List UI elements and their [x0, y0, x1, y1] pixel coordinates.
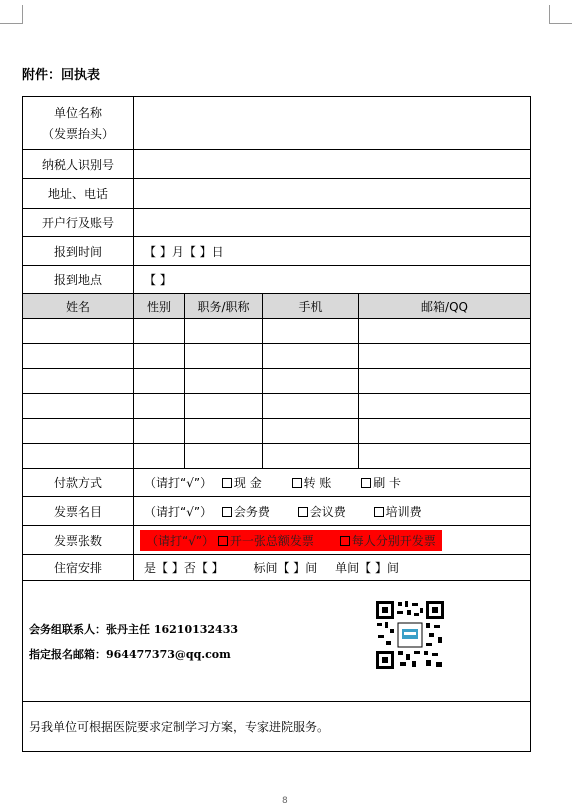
- invoice-count-highlight: （请打“√”） 开一张总额发票 每人分别开发票: [140, 530, 442, 551]
- invoice-count-label: 发票张数: [23, 526, 134, 555]
- cell[interactable]: [359, 344, 531, 369]
- payment-label: 付款方式: [23, 469, 134, 497]
- row-payment: [23, 469, 531, 497]
- cell[interactable]: [185, 444, 263, 469]
- row-bank: [23, 209, 531, 237]
- invoice-count-single[interactable]: 开一张总额发票: [218, 534, 314, 548]
- cell[interactable]: [23, 344, 134, 369]
- checkbox-icon: [374, 507, 384, 517]
- contact-cell: [23, 581, 531, 702]
- row-unit-name: [23, 97, 531, 150]
- page-corner-mark-right: [549, 5, 572, 24]
- payment-card-option[interactable]: 刷 卡: [361, 476, 401, 490]
- invoice-item-meeting-fee[interactable]: 会议费: [298, 505, 346, 519]
- receipt-form-table: [22, 96, 531, 752]
- lodging-options: [134, 555, 531, 581]
- arrival-place-label: 报到地点: [23, 266, 134, 294]
- contact-email: 指定报名邮箱：964477373@qq.com: [29, 647, 231, 661]
- bank-account-field[interactable]: [134, 209, 531, 237]
- arrival-time-label: 报到时间: [23, 237, 134, 266]
- row-contact: [23, 581, 531, 702]
- col-header-mobile: 手机: [263, 294, 359, 319]
- address-phone-field[interactable]: [134, 179, 531, 209]
- payment-options: （请打“√”） 现 金 转 账 刷 卡: [134, 469, 531, 497]
- lodging-no[interactable]: 否【 】: [183, 561, 224, 575]
- lodging-yes[interactable]: 是【 】: [144, 561, 184, 575]
- cell[interactable]: [134, 344, 185, 369]
- page-title: 附件：回执表: [22, 68, 101, 83]
- cell[interactable]: [185, 344, 263, 369]
- cell[interactable]: [359, 444, 531, 469]
- row-footer-note: [23, 702, 531, 752]
- cell[interactable]: [134, 419, 185, 444]
- invoice-item-conference-fee[interactable]: 会务费: [222, 505, 270, 519]
- attendee-header-row: [23, 294, 531, 319]
- tax-id-field[interactable]: [134, 150, 531, 179]
- cell[interactable]: [23, 319, 134, 344]
- checkbox-icon: [222, 478, 232, 488]
- arrival-place-field[interactable]: 【 】: [134, 266, 531, 294]
- row-invoice-item: [23, 497, 531, 526]
- row-arrival-time: [23, 237, 531, 266]
- invoice-item-label: 发票名目: [23, 497, 134, 526]
- page-corner-mark-left: [0, 5, 23, 24]
- row-invoice-count: [23, 526, 531, 555]
- table-row: [23, 319, 531, 344]
- cell[interactable]: [263, 344, 359, 369]
- cell[interactable]: [23, 419, 134, 444]
- cell[interactable]: [263, 444, 359, 469]
- cell[interactable]: [359, 419, 531, 444]
- qr-code-image: [374, 599, 446, 671]
- row-address: [23, 179, 531, 209]
- row-lodging: [23, 555, 531, 581]
- cell[interactable]: [134, 319, 185, 344]
- row-arrival-place: [23, 266, 531, 294]
- checkbox-icon: [361, 478, 371, 488]
- cell[interactable]: [185, 319, 263, 344]
- cell[interactable]: [359, 319, 531, 344]
- col-header-email: 邮箱/QQ: [359, 294, 531, 319]
- invoice-count-options: [134, 526, 531, 555]
- cell[interactable]: [359, 369, 531, 394]
- page-number: 8: [282, 796, 288, 806]
- invoice-item-options: （请打“√”） 会务费 会议费 培训费: [134, 497, 531, 526]
- cell[interactable]: [263, 369, 359, 394]
- bank-account-label: 开户行及账号: [23, 209, 134, 237]
- cell[interactable]: [263, 394, 359, 419]
- table-row: [23, 344, 531, 369]
- unit-name-field[interactable]: [134, 97, 531, 150]
- lodging-single-room[interactable]: 单间【 】间: [335, 561, 399, 575]
- checkbox-icon: [222, 507, 232, 517]
- table-row: [23, 369, 531, 394]
- checkbox-icon: [218, 536, 228, 546]
- address-phone-label: 地址、电话: [23, 179, 134, 209]
- checkbox-icon: [292, 478, 302, 488]
- invoice-item-training-fee[interactable]: 培训费: [374, 505, 422, 519]
- col-header-gender: 性别: [134, 294, 185, 319]
- cell[interactable]: [134, 444, 185, 469]
- table-row: [23, 394, 531, 419]
- cell[interactable]: [185, 394, 263, 419]
- invoice-count-per-person[interactable]: 每人分别开发票: [340, 534, 436, 548]
- cell[interactable]: [359, 394, 531, 419]
- lodging-standard-room[interactable]: 标间【 】间: [253, 561, 318, 575]
- payment-cash-option[interactable]: 现 金: [222, 476, 262, 490]
- cell[interactable]: [263, 419, 359, 444]
- table-row: [23, 444, 531, 469]
- lodging-label: 住宿安排: [23, 555, 134, 581]
- cell[interactable]: [134, 394, 185, 419]
- cell[interactable]: [185, 369, 263, 394]
- checkbox-icon: [298, 507, 308, 517]
- payment-transfer-option[interactable]: 转 账: [292, 476, 332, 490]
- cell[interactable]: [185, 419, 263, 444]
- arrival-time-field[interactable]: 【 】月【 】日: [134, 237, 531, 266]
- col-header-title: 职务/职称: [185, 294, 263, 319]
- contact-person: 会务组联系人：张丹主任 16210132433: [29, 622, 239, 636]
- table-row: [23, 419, 531, 444]
- cell[interactable]: [134, 369, 185, 394]
- cell[interactable]: [23, 444, 134, 469]
- cell[interactable]: [23, 394, 134, 419]
- col-header-name: 姓名: [23, 294, 134, 319]
- cell[interactable]: [263, 319, 359, 344]
- cell[interactable]: [23, 369, 134, 394]
- unit-name-label: 单位名称 （发票抬头）: [23, 97, 134, 150]
- footer-note: 另我单位可根据医院要求定制学习方案，专家进院服务。: [23, 702, 531, 752]
- tax-id-label: 纳税人识别号: [23, 150, 134, 179]
- checkbox-icon: [340, 536, 350, 546]
- row-tax-id: [23, 150, 531, 179]
